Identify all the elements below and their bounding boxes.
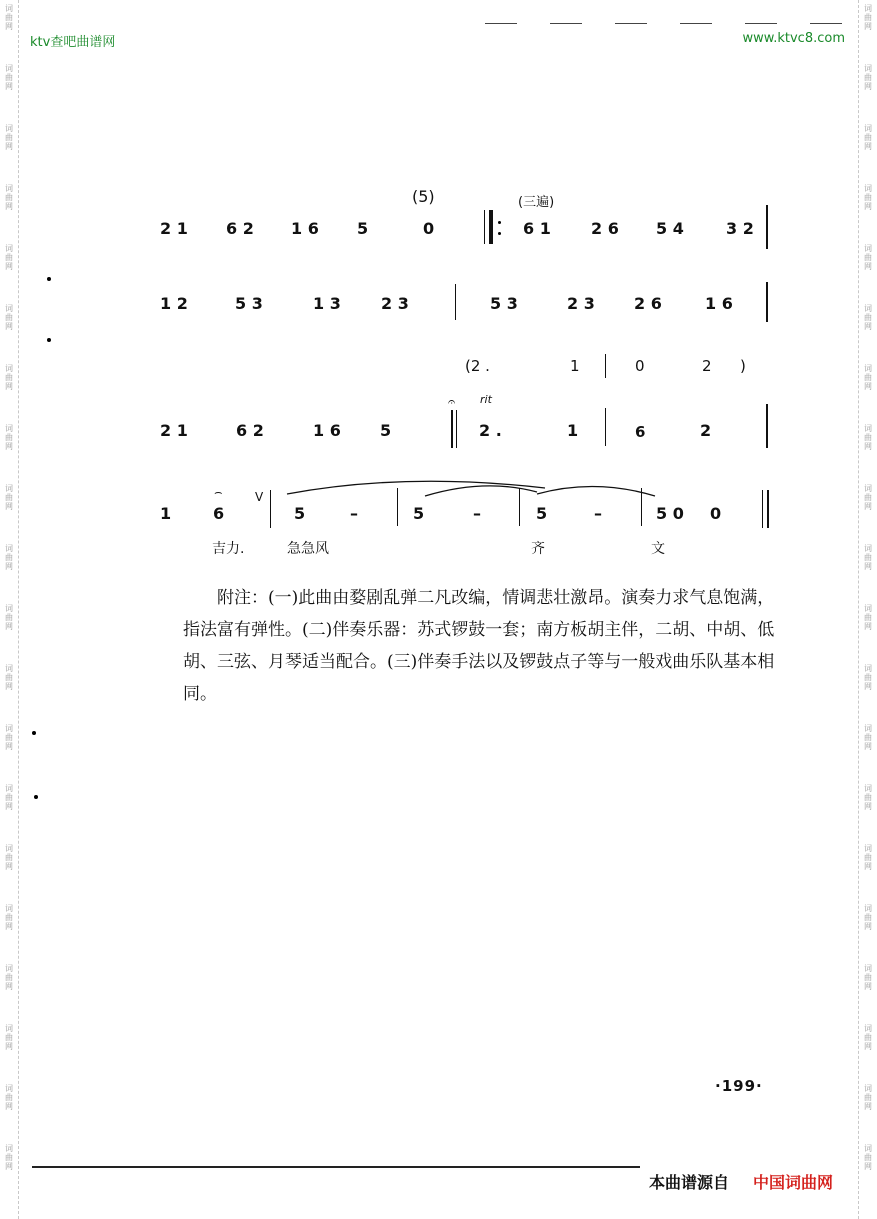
note-group: 2 1 (160, 421, 188, 440)
side-watermark-label: 词曲网 (864, 424, 872, 451)
bar-line (270, 490, 271, 528)
side-watermark-label: 词曲网 (5, 244, 13, 271)
rit-mark: rit (480, 393, 492, 406)
side-watermark-label: 词曲网 (864, 124, 872, 151)
side-watermark-label: 词曲网 (5, 1024, 13, 1051)
note-group: 1 (160, 504, 172, 523)
note-group: 5 3 (490, 294, 518, 313)
bar-line (766, 282, 768, 322)
bar-line (605, 408, 606, 446)
note-group: 1 6 (291, 219, 319, 238)
bar-line (519, 488, 520, 526)
notes-paragraph: 附注：(一)此曲由婺剧乱弹二凡改编，情调悲壮激昂。演奏力求气息饱满，指法富有弹性。(二)伴奏乐器：苏式锣鼓一套；南方板胡主伴，二胡、中胡、低胡、三弦、月琴适当配合。(三)伴奏手法以及锣鼓点子等与一般戏曲乐队基本相同。 (183, 588, 775, 704)
repeat-barline (489, 210, 493, 244)
margin-dot (47, 338, 51, 342)
section-mark: (5) (412, 187, 435, 206)
header-left-site[interactable]: ktv查吧曲谱网 (30, 35, 116, 50)
bar-line (455, 284, 456, 320)
percussion-label: 吉力. (212, 541, 245, 557)
side-watermark-label: 词曲网 (5, 724, 13, 751)
note-group: 5 (536, 504, 548, 523)
note-group: 0 (710, 504, 722, 523)
side-watermark-label: 词曲网 (5, 844, 13, 871)
side-watermark-label: 词曲网 (5, 184, 13, 211)
bar-line (484, 210, 485, 244)
margin-dot (34, 795, 38, 799)
percussion-label: 齐 (531, 541, 545, 557)
accomp-note: ) (740, 357, 746, 375)
side-watermark-label: 词曲网 (5, 1084, 13, 1111)
side-watermark-label: 词曲网 (864, 1084, 872, 1111)
note-group: 6 1 (523, 219, 551, 238)
note-group: 6 2 (226, 219, 254, 238)
note-group: 1 (567, 421, 579, 440)
bar-line (451, 410, 453, 448)
repeat-dot (498, 232, 501, 235)
side-watermark-label: 词曲网 (5, 604, 13, 631)
bar-line (762, 490, 763, 528)
side-watermark-label: 词曲网 (5, 964, 13, 991)
note-group: 2 6 (634, 294, 662, 313)
header-right-site[interactable]: www.ktvc8.com (742, 31, 845, 46)
side-watermark-label: 词曲网 (864, 664, 872, 691)
percussion-label: 文 (651, 541, 665, 557)
side-watermark-label: 词曲网 (5, 124, 13, 151)
note-group: 2 3 (381, 294, 409, 313)
note-group: 5 3 (235, 294, 263, 313)
repeat-dot (498, 221, 501, 224)
top-rule (485, 23, 517, 24)
note-group: 3 2 (726, 219, 754, 238)
side-watermark-label: 词曲网 (5, 904, 13, 931)
top-rule (550, 23, 582, 24)
repeat-mark: (三遍) (518, 195, 555, 210)
top-rule (810, 23, 842, 24)
accomp-note: 0 (635, 357, 645, 375)
side-watermark-label: 词曲网 (864, 604, 872, 631)
note-group: 2 . (479, 421, 502, 440)
bar-line (397, 488, 398, 526)
footer-rule (32, 1166, 640, 1168)
margin-dot (47, 277, 51, 281)
side-watermark-label: 词曲网 (864, 244, 872, 271)
bar-line (605, 354, 606, 378)
side-watermark-label: 词曲网 (864, 724, 872, 751)
side-watermark-label: 词曲网 (5, 544, 13, 571)
accomp-note: 1 (570, 357, 580, 375)
note-group: 2 1 (160, 219, 188, 238)
note-group: 5 (294, 504, 306, 523)
top-rule (615, 23, 647, 24)
side-watermark-label: 词曲网 (864, 484, 872, 511)
note-group: – (473, 504, 481, 523)
accomp-note: (2 . (465, 357, 490, 375)
fermata-icon: 𝄐 (448, 395, 456, 410)
side-watermark-label: 词曲网 (864, 844, 872, 871)
note-group: 6 2 (236, 421, 264, 440)
side-watermark-label: 词曲网 (864, 184, 872, 211)
note-group: 1 6 (313, 421, 341, 440)
page-number-value: 199 (721, 1077, 757, 1095)
top-rule (680, 23, 712, 24)
footer-source-label: 本曲谱源自 (649, 1173, 730, 1192)
footer-source-site[interactable]: 中国词曲网 (753, 1173, 834, 1192)
top-rule (745, 23, 777, 24)
notes-block (183, 582, 783, 710)
note-group: 6 (213, 504, 225, 523)
side-watermark-label: 词曲网 (5, 64, 13, 91)
side-watermark-label: 词曲网 (5, 364, 13, 391)
side-watermark-label: 词曲网 (864, 364, 872, 391)
slur-icon (275, 476, 675, 506)
accomp-note: 2 (702, 357, 712, 375)
note-group: 5 (380, 421, 392, 440)
note-group: 1 6 (705, 294, 733, 313)
bar-line (766, 205, 768, 249)
note-group: 2 6 (591, 219, 619, 238)
bar-line (641, 488, 642, 526)
bar-line (767, 490, 769, 528)
note-group: – (594, 504, 602, 523)
side-watermark-label: 词曲网 (5, 304, 13, 331)
note-group: 1 3 (313, 294, 341, 313)
note-group: 1 2 (160, 294, 188, 313)
side-watermark-label: 词曲网 (864, 1144, 872, 1171)
side-watermark-label: 词曲网 (864, 964, 872, 991)
side-watermark-label: 词曲网 (5, 1144, 13, 1171)
page-number: ·199· (715, 1077, 763, 1095)
note-group: 5 (357, 219, 369, 238)
side-watermark-label: 词曲网 (5, 4, 13, 31)
side-watermark-label: 词曲网 (5, 424, 13, 451)
side-watermark-label: 词曲网 (864, 784, 872, 811)
bar-line (766, 404, 768, 448)
margin-dot (32, 731, 36, 735)
note-group: 5 (413, 504, 425, 523)
side-watermark-label: 词曲网 (864, 304, 872, 331)
side-watermark-label: 词曲网 (864, 544, 872, 571)
side-watermark-label: 词曲网 (864, 64, 872, 91)
note-group: – (350, 504, 358, 523)
note-group: 0 (423, 219, 435, 238)
side-watermark-label: 词曲网 (5, 484, 13, 511)
note-group: 5 0 (656, 504, 684, 523)
side-watermark-label: 词曲网 (864, 4, 872, 31)
note-group: 2 3 (567, 294, 595, 313)
side-watermark-label: 词曲网 (5, 664, 13, 691)
bar-line (456, 410, 457, 448)
note-group: 6 (635, 423, 646, 441)
side-watermark-label: 词曲网 (864, 904, 872, 931)
side-watermark-label: 词曲网 (864, 1024, 872, 1051)
breath-mark: V (255, 490, 264, 504)
note-group: 5 4 (656, 219, 684, 238)
fermata-icon: ⌢ (214, 485, 223, 500)
note-group: 2 (700, 421, 712, 440)
percussion-label: 急急风 (287, 541, 329, 557)
side-watermark-label: 词曲网 (5, 784, 13, 811)
